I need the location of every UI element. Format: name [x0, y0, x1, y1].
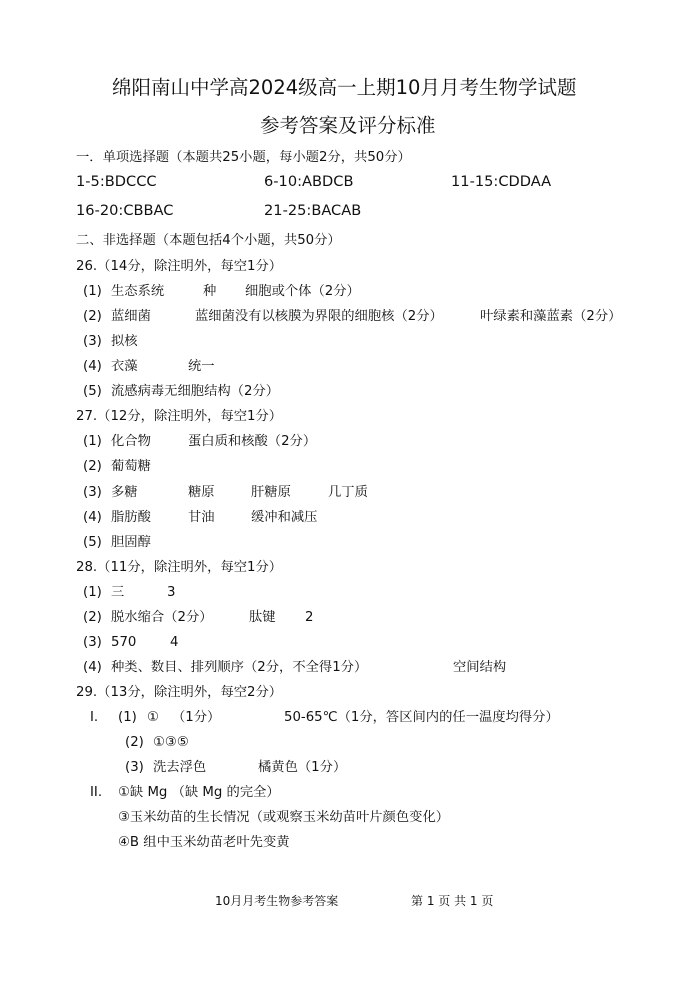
section-2-heading: 二、非选择题（本题包括4个小题，共50分）	[76, 233, 341, 248]
q26-3-number: (3)	[83, 334, 102, 349]
q27-1-answer-b: 蛋白质和核酸（2分）	[188, 434, 317, 449]
q29-part-1-label: I.	[90, 710, 99, 725]
q27-5-answer-a: 胆固醇	[111, 535, 151, 550]
q26-2-answer-a: 蓝细菌	[111, 309, 151, 324]
q26-4-answer-b: 统一	[188, 359, 215, 374]
q28-1-number: (1)	[83, 585, 102, 600]
q29-1-2-answer-a: ①③⑤	[153, 735, 189, 750]
q27-3-answer-d: 几丁质	[328, 485, 368, 500]
q29-2-line-1: ①缺 Mg （缺 Mg 的完全）	[118, 785, 280, 800]
q28-2-answer-c: 2	[305, 610, 314, 625]
q28-2-answer-b: 肽键	[249, 610, 276, 625]
footer-document-name: 10月月考生物参考答案	[215, 894, 339, 908]
q28-3-number: (3)	[83, 635, 102, 650]
question-29-heading: 29.（13分，除注明外，每空2分）	[76, 685, 283, 700]
q28-4-answer-b: 空间结构	[453, 660, 507, 675]
q26-1-number: (1)	[83, 284, 102, 299]
q26-1-answer-a: 生态系统	[111, 284, 165, 299]
q29-1-3-answer-b: 橘黄色（1分）	[258, 760, 347, 775]
q28-2-number: (2)	[83, 610, 102, 625]
answer-1-5: 1-5:BDCCC	[76, 173, 157, 190]
q29-1-3-number: (3)	[125, 760, 144, 775]
q29-2-line-2: ③玉米幼苗的生长情况（或观察玉米幼苗叶片颜色变化）	[118, 810, 450, 825]
answer-11-15: 11-15:CDDAA	[451, 173, 552, 190]
q27-4-answer-a: 脂肪酸	[111, 510, 151, 525]
q27-3-answer-b: 糖原	[188, 485, 215, 500]
question-28-heading: 28.（11分，除注明外，每空1分）	[76, 560, 283, 575]
q29-1-1-number: (1)	[118, 710, 137, 725]
footer-page-number: 第 1 页 共 1 页	[411, 894, 494, 908]
q27-3-answer-c: 肝糖原	[251, 485, 291, 500]
q29-1-1-answer-score: （1分）	[172, 710, 221, 725]
q27-3-number: (3)	[83, 485, 102, 500]
q28-1-answer-b: 3	[167, 585, 176, 600]
q29-2-line-3: ④B 组中玉米幼苗老叶先变黄	[118, 835, 290, 850]
q27-1-number: (1)	[83, 434, 102, 449]
q27-4-answer-b: 甘油	[188, 510, 215, 525]
q28-3-answer-b: 4	[170, 635, 179, 650]
q27-5-number: (5)	[83, 535, 102, 550]
q29-1-3-answer-a: 洗去浮色	[153, 760, 207, 775]
question-27-heading: 27.（12分，除注明外，每空1分）	[76, 409, 283, 424]
q29-1-2-number: (2)	[125, 735, 144, 750]
q27-3-answer-a: 多糖	[111, 485, 138, 500]
q26-4-answer-a: 衣藻	[111, 359, 138, 374]
q26-2-number: (2)	[83, 309, 102, 324]
answer-6-10: 6-10:ABDCB	[264, 173, 354, 190]
q28-2-answer-a: 脱水缩合（2分）	[111, 610, 213, 625]
q27-2-number: (2)	[83, 459, 102, 474]
q26-2-answer-b: 蓝细菌没有以核膜为界限的细胞核（2分）	[195, 309, 443, 324]
q28-1-answer-a: 三	[111, 585, 125, 600]
document-title: 绵阳南山中学高2024级高一上期10月月考生物学试题	[112, 76, 577, 99]
q27-2-answer-a: 葡萄糖	[111, 459, 151, 474]
q29-1-1-answer-b: 50-65℃（1分，答区间内的任一温度均得分）	[284, 710, 559, 725]
q27-1-answer-a: 化合物	[111, 434, 151, 449]
q26-1-answer-b: 种	[203, 284, 217, 299]
q26-1-answer-c: 细胞或个体（2分）	[245, 284, 360, 299]
q26-2-answer-c: 叶绿素和藻蓝素（2分）	[480, 309, 622, 324]
q28-4-answer-a: 种类、数目、排列顺序（2分，不全得1分）	[111, 660, 368, 675]
q29-part-2-label: II.	[90, 785, 103, 800]
q26-5-answer-a: 流感病毒无细胞结构（2分）	[111, 384, 280, 399]
q26-4-number: (4)	[83, 359, 102, 374]
answer-16-20: 16-20:CBBAC	[76, 202, 174, 219]
section-1-heading: 一．单项选择题（本题共25小题，每小题2分，共50分）	[76, 150, 411, 165]
q27-4-answer-c: 缓冲和减压	[251, 510, 318, 525]
answer-21-25: 21-25:BACAB	[264, 202, 362, 219]
q27-4-number: (4)	[83, 510, 102, 525]
q26-5-number: (5)	[83, 384, 102, 399]
q28-3-answer-a: 570	[111, 635, 137, 650]
document-subtitle: 参考答案及评分标准	[260, 114, 436, 137]
question-26-heading: 26.（14分，除注明外，每空1分）	[76, 259, 283, 274]
q28-4-number: (4)	[83, 660, 102, 675]
q29-1-1-answer-a: ①	[147, 710, 159, 725]
q26-3-answer-a: 拟核	[111, 334, 138, 349]
